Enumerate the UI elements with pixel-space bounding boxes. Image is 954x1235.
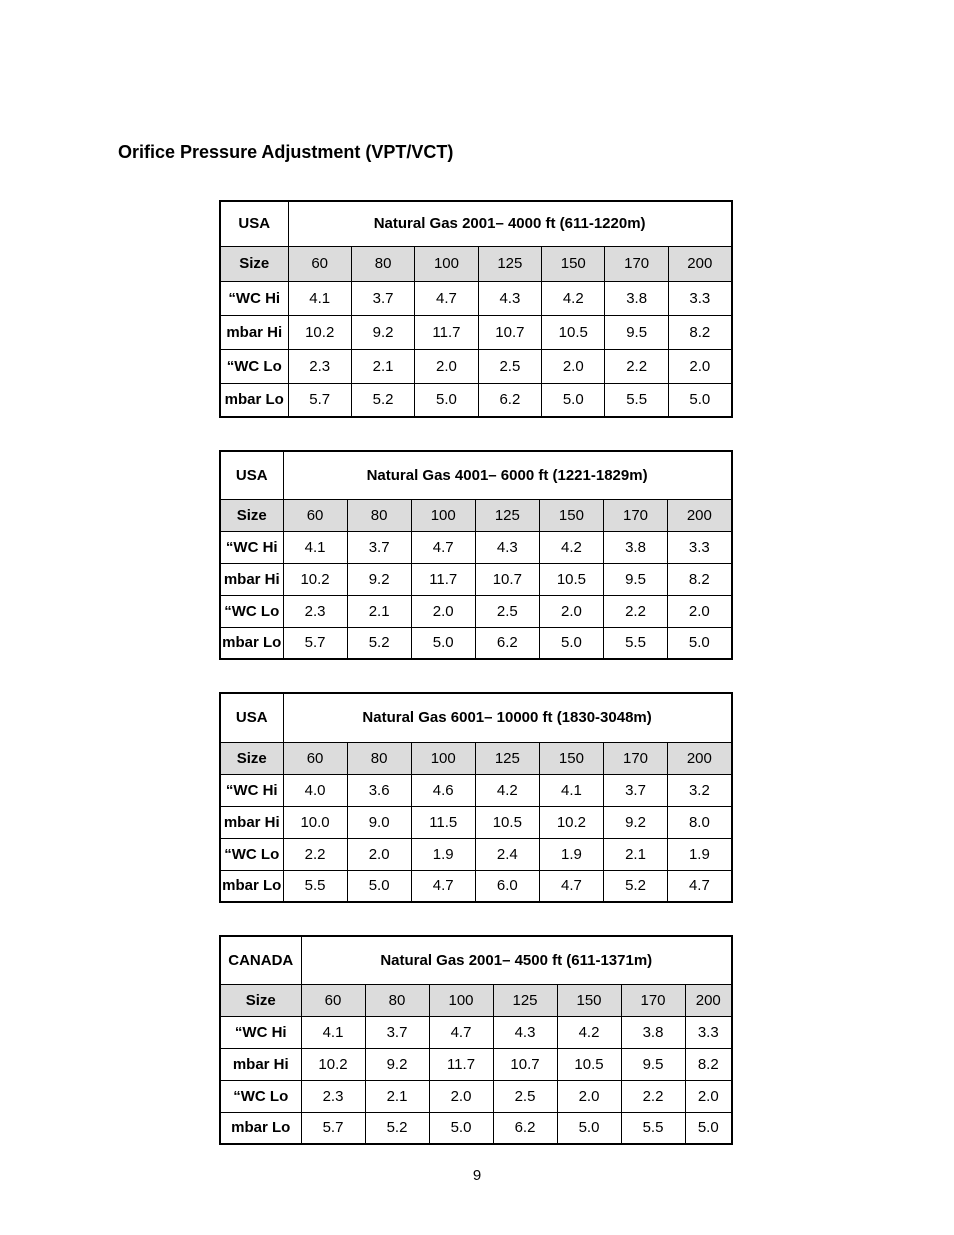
- value-cell: 3.3: [685, 1016, 732, 1048]
- value-cell: 4.7: [415, 281, 478, 315]
- size-cell: 100: [411, 499, 475, 531]
- value-cell: 6.2: [475, 627, 539, 659]
- value-cell: 6.2: [493, 1112, 557, 1144]
- value-cell: 2.2: [621, 1080, 685, 1112]
- value-cell: 5.2: [351, 383, 414, 417]
- value-cell: 4.3: [493, 1016, 557, 1048]
- value-cell: 4.0: [283, 774, 347, 806]
- value-cell: 9.5: [621, 1048, 685, 1080]
- value-cell: 2.5: [478, 349, 541, 383]
- value-cell: 5.0: [411, 627, 475, 659]
- value-cell: 2.5: [475, 595, 539, 627]
- row-label: “WC Hi: [220, 1016, 301, 1048]
- value-cell: 2.2: [605, 349, 668, 383]
- row-label: “WC Hi: [220, 281, 288, 315]
- value-cell: 10.7: [478, 315, 541, 349]
- value-cell: 9.2: [365, 1048, 429, 1080]
- value-cell: 5.0: [415, 383, 478, 417]
- value-cell: 2.0: [668, 349, 731, 383]
- size-cell: 60: [283, 742, 347, 774]
- value-cell: 4.7: [411, 870, 475, 902]
- value-cell: 2.0: [557, 1080, 621, 1112]
- row-label: mbar Hi: [220, 315, 288, 349]
- value-cell: 3.7: [603, 774, 667, 806]
- table-row: [220, 281, 732, 315]
- value-cell: 9.5: [603, 563, 667, 595]
- value-cell: 8.0: [668, 806, 732, 838]
- value-cell: 3.7: [351, 281, 414, 315]
- value-cell: 10.7: [475, 563, 539, 595]
- pressure-table-usa-4001-6000: [219, 450, 733, 660]
- value-cell: 5.0: [557, 1112, 621, 1144]
- value-cell: 9.5: [605, 315, 668, 349]
- page-number: 9: [472, 1167, 482, 1184]
- size-cell: 150: [542, 246, 605, 281]
- value-cell: 6.0: [475, 870, 539, 902]
- altitude-heading: Natural Gas 4001– 6000 ft (1221-1829m): [283, 451, 732, 499]
- value-cell: 11.7: [429, 1048, 493, 1080]
- size-cell: 200: [668, 246, 731, 281]
- value-cell: 1.9: [411, 838, 475, 870]
- size-cell: 150: [539, 499, 603, 531]
- value-cell: 9.0: [347, 806, 411, 838]
- value-cell: 3.8: [621, 1016, 685, 1048]
- value-cell: 10.7: [493, 1048, 557, 1080]
- value-cell: 6.2: [478, 383, 541, 417]
- value-cell: 10.5: [475, 806, 539, 838]
- value-cell: 2.3: [301, 1080, 365, 1112]
- value-cell: 10.0: [283, 806, 347, 838]
- value-cell: 4.3: [475, 531, 539, 563]
- size-row: [220, 499, 732, 531]
- value-cell: 2.0: [347, 838, 411, 870]
- value-cell: 3.8: [603, 531, 667, 563]
- table-row: [220, 315, 732, 349]
- value-cell: 4.1: [288, 281, 351, 315]
- value-cell: 2.0: [429, 1080, 493, 1112]
- table-row: [220, 870, 732, 902]
- value-cell: 4.1: [539, 774, 603, 806]
- value-cell: 9.2: [603, 806, 667, 838]
- value-cell: 2.0: [685, 1080, 732, 1112]
- size-cell: 125: [478, 246, 541, 281]
- size-label: Size: [220, 742, 283, 774]
- value-cell: 3.2: [668, 774, 732, 806]
- table-row: [220, 774, 732, 806]
- page-title: Orifice Pressure Adjustment (VPT/VCT): [118, 142, 454, 162]
- value-cell: 5.0: [542, 383, 605, 417]
- value-cell: 4.7: [429, 1016, 493, 1048]
- pressure-table-usa-6001-10000: [219, 692, 733, 903]
- value-cell: 2.5: [493, 1080, 557, 1112]
- region-cell: USA: [220, 451, 283, 499]
- size-cell: 100: [429, 984, 493, 1016]
- size-cell: 100: [415, 246, 478, 281]
- size-label: Size: [220, 246, 288, 281]
- pressure-table-usa-2001-4000: [219, 200, 733, 418]
- size-cell: 60: [283, 499, 347, 531]
- value-cell: 2.4: [475, 838, 539, 870]
- size-cell: 170: [603, 499, 667, 531]
- value-cell: 11.7: [415, 315, 478, 349]
- row-label: “WC Lo: [220, 838, 283, 870]
- altitude-heading: Natural Gas 2001– 4000 ft (611-1220m): [288, 201, 732, 246]
- value-cell: 5.7: [301, 1112, 365, 1144]
- size-cell: 60: [301, 984, 365, 1016]
- value-cell: 2.3: [288, 349, 351, 383]
- value-cell: 4.2: [542, 281, 605, 315]
- size-row: [220, 246, 732, 281]
- region-cell: CANADA: [220, 936, 301, 984]
- row-label: mbar Lo: [220, 870, 283, 902]
- value-cell: 5.5: [621, 1112, 685, 1144]
- value-cell: 10.2: [301, 1048, 365, 1080]
- value-cell: 9.2: [347, 563, 411, 595]
- row-label: “WC Hi: [220, 774, 283, 806]
- row-label: mbar Lo: [220, 627, 283, 659]
- table-row: [220, 1112, 732, 1144]
- value-cell: 5.0: [668, 627, 732, 659]
- row-label: mbar Hi: [220, 806, 283, 838]
- value-cell: 3.7: [365, 1016, 429, 1048]
- value-cell: 1.9: [539, 838, 603, 870]
- size-cell: 170: [621, 984, 685, 1016]
- value-cell: 4.7: [539, 870, 603, 902]
- size-label: Size: [220, 499, 283, 531]
- row-label: “WC Lo: [220, 1080, 301, 1112]
- size-cell: 125: [475, 499, 539, 531]
- value-cell: 2.2: [283, 838, 347, 870]
- value-cell: 8.2: [668, 315, 731, 349]
- table-header-row: [220, 201, 732, 246]
- table-row: [220, 1048, 732, 1080]
- table-row: [220, 383, 732, 417]
- size-cell: 125: [493, 984, 557, 1016]
- value-cell: 5.2: [365, 1112, 429, 1144]
- row-label: “WC Lo: [220, 595, 283, 627]
- value-cell: 2.1: [603, 838, 667, 870]
- value-cell: 2.0: [539, 595, 603, 627]
- value-cell: 2.2: [603, 595, 667, 627]
- value-cell: 10.2: [283, 563, 347, 595]
- row-label: mbar Lo: [220, 1112, 301, 1144]
- value-cell: 11.5: [411, 806, 475, 838]
- size-cell: 150: [557, 984, 621, 1016]
- value-cell: 4.2: [557, 1016, 621, 1048]
- row-label: mbar Hi: [220, 1048, 301, 1080]
- size-cell: 80: [347, 742, 411, 774]
- value-cell: 4.1: [301, 1016, 365, 1048]
- value-cell: 5.0: [539, 627, 603, 659]
- value-cell: 4.2: [539, 531, 603, 563]
- value-cell: 5.0: [347, 870, 411, 902]
- altitude-heading: Natural Gas 2001– 4500 ft (611-1371m): [301, 936, 732, 984]
- value-cell: 10.2: [288, 315, 351, 349]
- value-cell: 2.3: [283, 595, 347, 627]
- value-cell: 2.0: [542, 349, 605, 383]
- size-label: Size: [220, 984, 301, 1016]
- value-cell: 5.0: [685, 1112, 732, 1144]
- value-cell: 2.0: [415, 349, 478, 383]
- row-label: “WC Hi: [220, 531, 283, 563]
- size-cell: 60: [288, 246, 351, 281]
- table-header-row: [220, 693, 732, 742]
- value-cell: 4.7: [411, 531, 475, 563]
- size-cell: 150: [539, 742, 603, 774]
- table-row: [220, 1016, 732, 1048]
- value-cell: 3.3: [668, 531, 732, 563]
- value-cell: 2.0: [668, 595, 732, 627]
- value-cell: 10.5: [557, 1048, 621, 1080]
- size-cell: 170: [603, 742, 667, 774]
- table-row: [220, 806, 732, 838]
- value-cell: 2.1: [351, 349, 414, 383]
- size-cell: 125: [475, 742, 539, 774]
- row-label: mbar Lo: [220, 383, 288, 417]
- table-header-row: [220, 451, 732, 499]
- value-cell: 2.1: [347, 595, 411, 627]
- value-cell: 2.1: [365, 1080, 429, 1112]
- value-cell: 11.7: [411, 563, 475, 595]
- value-cell: 5.7: [288, 383, 351, 417]
- table-header-row: [220, 936, 732, 984]
- row-label: “WC Lo: [220, 349, 288, 383]
- value-cell: 4.2: [475, 774, 539, 806]
- value-cell: 5.5: [283, 870, 347, 902]
- value-cell: 5.5: [603, 627, 667, 659]
- row-label: mbar Hi: [220, 563, 283, 595]
- value-cell: 9.2: [351, 315, 414, 349]
- value-cell: 3.6: [347, 774, 411, 806]
- size-row: [220, 984, 732, 1016]
- value-cell: 10.5: [542, 315, 605, 349]
- value-cell: 8.2: [668, 563, 732, 595]
- value-cell: 10.5: [539, 563, 603, 595]
- table-row: [220, 531, 732, 563]
- value-cell: 10.2: [539, 806, 603, 838]
- table-row: [220, 627, 732, 659]
- table-row: [220, 838, 732, 870]
- value-cell: 4.3: [478, 281, 541, 315]
- value-cell: 5.7: [283, 627, 347, 659]
- value-cell: 8.2: [685, 1048, 732, 1080]
- value-cell: 5.0: [429, 1112, 493, 1144]
- table-row: [220, 595, 732, 627]
- size-cell: 200: [668, 499, 732, 531]
- size-cell: 100: [411, 742, 475, 774]
- size-cell: 80: [365, 984, 429, 1016]
- value-cell: 3.8: [605, 281, 668, 315]
- region-cell: USA: [220, 693, 283, 742]
- size-cell: 80: [347, 499, 411, 531]
- size-cell: 170: [605, 246, 668, 281]
- value-cell: 4.6: [411, 774, 475, 806]
- table-row: [220, 563, 732, 595]
- size-cell: 200: [685, 984, 732, 1016]
- pressure-table-canada-2001-4500: [219, 935, 733, 1145]
- value-cell: 5.0: [668, 383, 731, 417]
- value-cell: 3.7: [347, 531, 411, 563]
- table-row: [220, 349, 732, 383]
- value-cell: 4.1: [283, 531, 347, 563]
- value-cell: 3.3: [668, 281, 731, 315]
- value-cell: 1.9: [668, 838, 732, 870]
- value-cell: 5.5: [605, 383, 668, 417]
- size-cell: 200: [668, 742, 732, 774]
- size-cell: 80: [351, 246, 414, 281]
- size-row: [220, 742, 732, 774]
- region-cell: USA: [220, 201, 288, 246]
- value-cell: 4.7: [668, 870, 732, 902]
- altitude-heading: Natural Gas 6001– 10000 ft (1830-3048m): [283, 693, 732, 742]
- value-cell: 2.0: [411, 595, 475, 627]
- value-cell: 5.2: [347, 627, 411, 659]
- value-cell: 5.2: [603, 870, 667, 902]
- table-row: [220, 1080, 732, 1112]
